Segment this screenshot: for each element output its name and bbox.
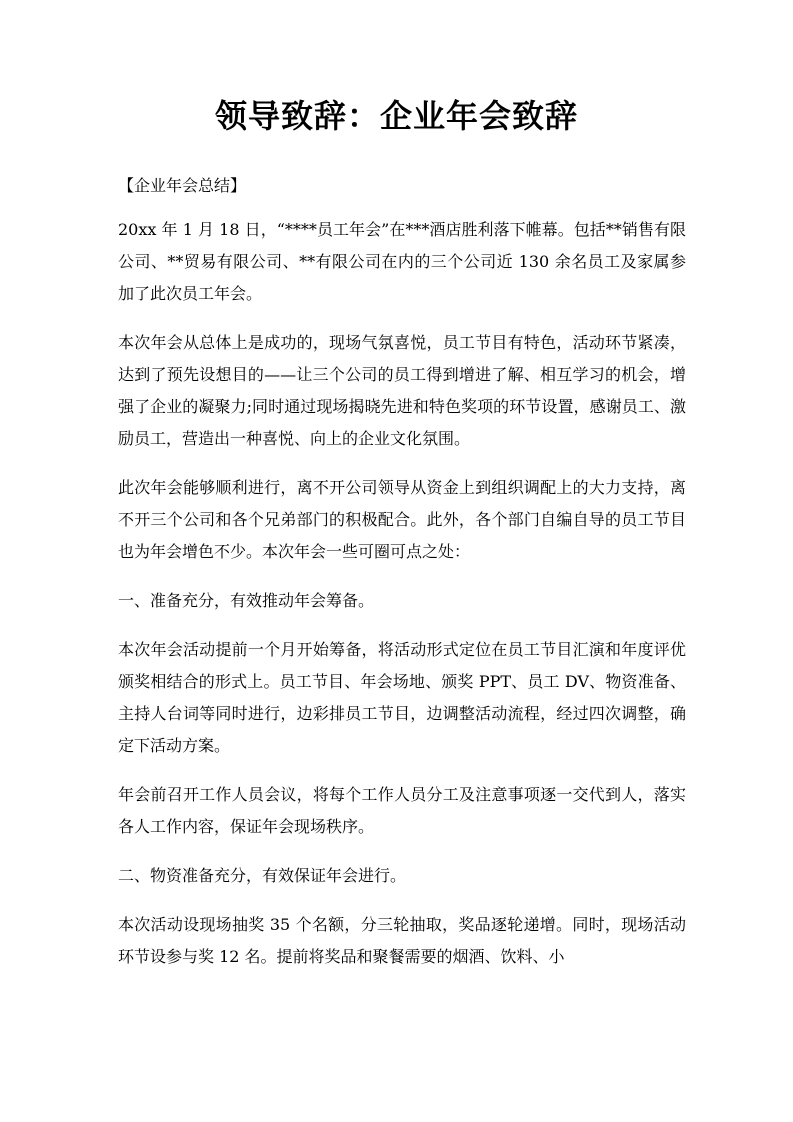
section-label: 【企业年会总结】 xyxy=(118,176,247,195)
document-body xyxy=(118,170,686,990)
paragraph-3: 此次年会能够顺利进行，离不开公司领导从资金上到组织调配上的大力支持，离不开三个公司和各个兄弟部门的积极配合。此外，各个部门自编自导的员工节目也为年会增色不少。本次年会一些可圈可点之处： xyxy=(118,478,686,561)
paragraph-4: 本次年会活动提前一个月开始筹备，将活动形式定位在员工节目汇演和年度评优颁奖相结合的形式上。员工节目、年会场地、颁奖 PPT、员工 DV、物资准备、主持人台词等同时进行，边彩排员工节目，边调整活动流程，经过四次调整，确定下活动方案。 xyxy=(118,640,686,755)
section-heading-1: 一、准备充分，有效推动年会筹备。 xyxy=(118,591,375,610)
paragraph-1: 20xx 年 1 月 18 日，“****员工年会”在***酒店胜利落下帷幕。包括**销售有限公司、**贸易有限公司、**有限公司在内的三个公司近 130 余名员工及家属参加了此次员工年会。 xyxy=(118,220,686,303)
page-title: 领导致辞：企业年会致辞 xyxy=(214,97,578,135)
paragraph-6: 本次活动设现场抽奖 35 个名额，分三轮抽取，奖品逐轮递增。同时，现场活动环节设参与奖 12 名。提前将奖品和聚餐需要的烟酒、饮料、小 xyxy=(118,915,686,966)
paragraph-5: 年会前召开工作人员会议，将每个工作人员分工及注意事项逐一交代到人，落实各人工作内容，保证年会现场秩序。 xyxy=(118,785,686,836)
paragraph-2: 本次年会从总体上是成功的，现场气氛喜悦，员工节目有特色，活动环节紧凑，达到了预先设想目的——让三个公司的员工得到增进了解、相互学习的机会，增强了企业的凝聚力;同时通过现场揭晓先进和特色奖项的环节设置，感谢员工、激励员工，营造出一种喜悦、向上的企业文化氛围。 xyxy=(118,333,686,448)
section-heading-2: 二、物资准备充分，有效保证年会进行。 xyxy=(118,866,407,885)
